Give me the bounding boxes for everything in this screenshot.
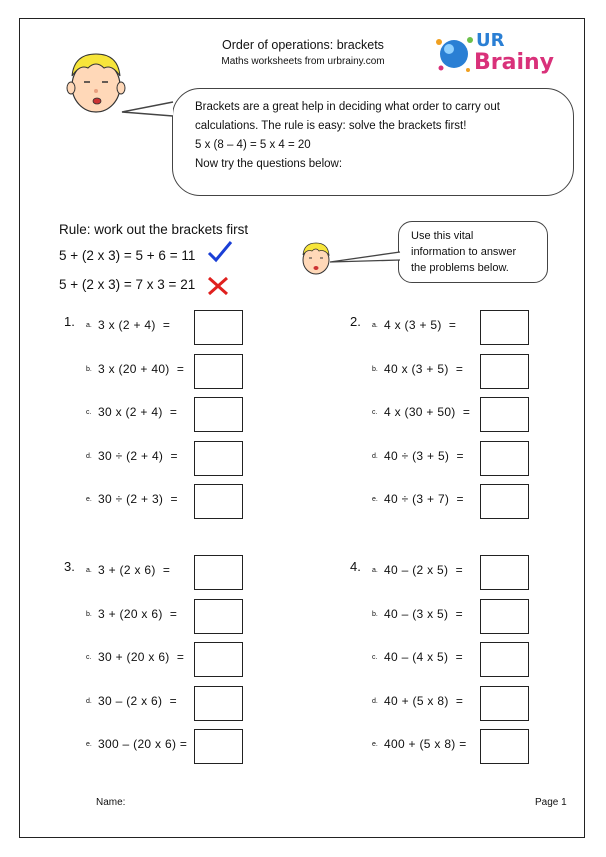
answer-box[interactable] xyxy=(194,441,243,476)
small-speech-line-1: Use this vital xyxy=(411,230,474,242)
sub-question-letter: e. xyxy=(86,496,92,503)
expression: 40 ÷ (3 + 5) = xyxy=(384,448,464,463)
small-speech-line-2: information to answer xyxy=(411,246,517,258)
name-label: Name: xyxy=(96,797,126,808)
sub-question-letter: e. xyxy=(372,496,378,503)
page-number: Page 1 xyxy=(535,797,567,808)
expression: 30 x (2 + 4) = xyxy=(98,405,178,419)
question-number: 3. xyxy=(64,559,75,574)
boy-face-icon xyxy=(66,46,126,116)
sub-question-letter: c. xyxy=(86,409,92,416)
expression: 40 + (5 x 8) = xyxy=(384,693,464,708)
rule-correct-example: 5 + (2 x 3) = 5 + 6 = 11 xyxy=(59,248,196,263)
sub-question-letter: d. xyxy=(86,697,92,705)
answer-box[interactable] xyxy=(480,729,529,764)
sub-question-letter: b. xyxy=(86,365,92,373)
page-subtitle: Maths worksheets from urbrainy.com xyxy=(221,56,385,67)
answer-box[interactable] xyxy=(194,397,243,432)
speech-bubble-small xyxy=(398,221,548,283)
sub-question-letter: b. xyxy=(86,610,92,618)
answer-box[interactable] xyxy=(194,354,243,389)
question-number: 1. xyxy=(64,314,75,329)
cross-icon xyxy=(206,276,230,296)
sub-question-letter: c. xyxy=(372,409,378,416)
speech-tail-icon xyxy=(120,96,180,126)
expression: 40 ÷ (3 + 7) = xyxy=(384,492,464,506)
speech-line-1: Brackets are a great help in deciding what order to carry out xyxy=(195,101,500,113)
answer-box[interactable] xyxy=(194,686,243,721)
speech-line-2: calculations. The rule is easy: solve the brackets first! xyxy=(195,120,467,132)
answer-box[interactable] xyxy=(480,555,529,590)
page-title: Order of operations: brackets xyxy=(222,38,384,52)
sub-question-letter: b. xyxy=(372,365,378,373)
sub-question-letter: d. xyxy=(86,452,92,460)
answer-box[interactable] xyxy=(480,686,529,721)
sub-question-letter: a. xyxy=(86,567,92,574)
expression: 40 – (4 x 5) = xyxy=(384,650,463,664)
expression: 30 + (20 x 6) = xyxy=(98,650,185,664)
logo-text-bottom: Brainy xyxy=(474,50,555,75)
expression: 3 + (20 x 6) = xyxy=(98,606,178,621)
speech-bubble-main xyxy=(172,88,574,196)
boy-face-large xyxy=(66,46,126,116)
sub-question-letter: c. xyxy=(372,654,378,661)
sub-question-letter: e. xyxy=(372,741,378,748)
urbrainy-logo xyxy=(432,28,555,80)
expression: 30 ÷ (2 + 4) = xyxy=(98,448,178,463)
check-icon xyxy=(206,240,234,264)
question-number: 2. xyxy=(350,314,361,329)
expression: 400 + (5 x 8) = xyxy=(384,737,467,751)
expression: 3 x (2 + 4) = xyxy=(98,318,171,332)
answer-box[interactable] xyxy=(480,310,529,345)
answer-box[interactable] xyxy=(194,599,243,634)
sub-question-letter: b. xyxy=(372,610,378,618)
speech-line-3: 5 x (8 – 4) = 5 x 4 = 20 xyxy=(195,139,311,151)
sub-question-letter: e. xyxy=(86,741,92,748)
question-number: 4. xyxy=(350,559,361,574)
rule-heading: Rule: work out the brackets first xyxy=(59,222,249,237)
answer-box[interactable] xyxy=(194,310,243,345)
logo-text-top: UR xyxy=(476,30,505,51)
answer-box[interactable] xyxy=(480,642,529,677)
answer-box[interactable] xyxy=(480,441,529,476)
expression: 3 + (2 x 6) = xyxy=(98,563,171,577)
sub-question-letter: d. xyxy=(372,452,378,460)
speech-line-4: Now try the questions below: xyxy=(195,158,343,170)
answer-box[interactable] xyxy=(480,484,529,519)
sub-question-letter: a. xyxy=(372,322,378,329)
answer-box[interactable] xyxy=(194,484,243,519)
answer-box[interactable] xyxy=(194,642,243,677)
sub-question-letter: d. xyxy=(372,697,378,705)
sub-question-letter: a. xyxy=(372,567,378,574)
expression: 40 – (3 x 5) = xyxy=(384,606,463,621)
sub-question-letter: a. xyxy=(86,322,92,329)
expression: 300 – (20 x 6) = xyxy=(98,737,188,751)
small-speech-tail-icon xyxy=(328,250,402,266)
expression: 3 x (20 + 40) = xyxy=(98,361,185,376)
small-speech-line-3: the problems below. xyxy=(411,262,509,274)
answer-box[interactable] xyxy=(194,555,243,590)
expression: 40 x (3 + 5) = xyxy=(384,361,464,376)
answer-box[interactable] xyxy=(480,397,529,432)
expression: 4 x (3 + 5) = xyxy=(384,318,457,332)
sub-question-letter: c. xyxy=(86,654,92,661)
answer-box[interactable] xyxy=(194,729,243,764)
expression: 30 ÷ (2 + 3) = xyxy=(98,492,178,506)
answer-box[interactable] xyxy=(480,599,529,634)
expression: 40 – (2 x 5) = xyxy=(384,563,463,577)
answer-box[interactable] xyxy=(480,354,529,389)
rule-wrong-example: 5 + (2 x 3) = 7 x 3 = 21 xyxy=(59,277,196,292)
expression: 30 – (2 x 6) = xyxy=(98,693,177,708)
expression: 4 x (30 + 50) = xyxy=(384,405,471,419)
